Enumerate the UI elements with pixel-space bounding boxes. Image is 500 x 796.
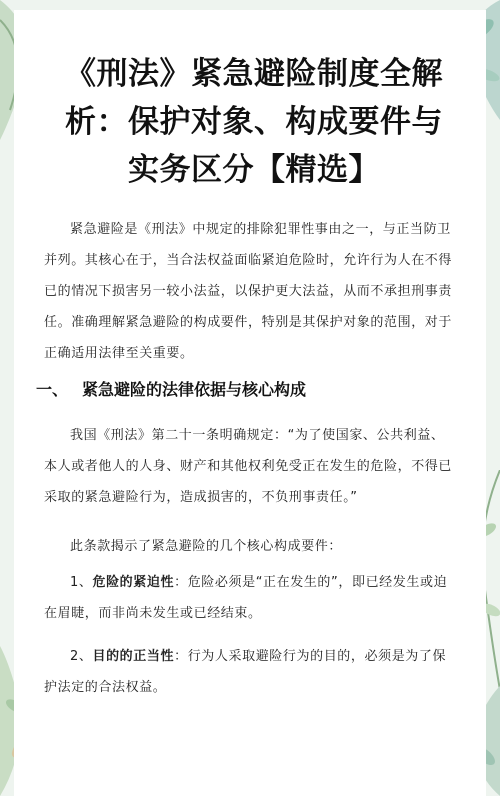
document-page — [14, 10, 486, 796]
element-term: 危险的紧迫性 — [92, 575, 175, 590]
law-quote-paragraph: 我国《刑法》第二十一条明确规定：“为了使国家、公共利益、本人或者他人的人身、财产和其他权利免受正在发生的危险，不得已采取的紧急避险行为，造成损害的，不负刑事责任。” — [44, 428, 453, 505]
element-term: 目的的正当性 — [92, 649, 175, 664]
elements-intro-paragraph: 此条款揭示了紧急避险的几个核心构成要件： — [70, 539, 343, 554]
intro-paragraph: 紧急避险是《刑法》中规定的排除犯罪性事由之一，与正当防卫并列。其核心在于，当合法权益面临紧迫危险时，允许行为人在不得已的情况下损害另一较小法益，以保护更大法益，从而不承担刑事责任。准确理解紧急避险的构成要件，特别是其保护对象的范围，对于正确适用法律至关重要。 — [44, 222, 453, 361]
section-heading — [36, 378, 456, 402]
section-number: 一、 — [36, 380, 69, 399]
element-text: ：行为人采取避险行为的目的，必须是为了保护法定的合法权益。 — [44, 649, 447, 695]
element-item — [44, 567, 458, 629]
section-heading-text: 紧急避险的法律依据与核心构成 — [82, 380, 307, 399]
element-item — [44, 641, 458, 703]
element-number: 1、 — [70, 575, 93, 590]
document-title: 《刑法》紧急避险制度全解析：保护对象、构成要件与实务区分【精选】 — [65, 56, 443, 188]
element-number: 2、 — [70, 649, 93, 664]
element-text: ：危险必须是“正在发生的”，即已经发生或迫在眉睫，而非尚未发生或已经结束。 — [44, 575, 448, 621]
